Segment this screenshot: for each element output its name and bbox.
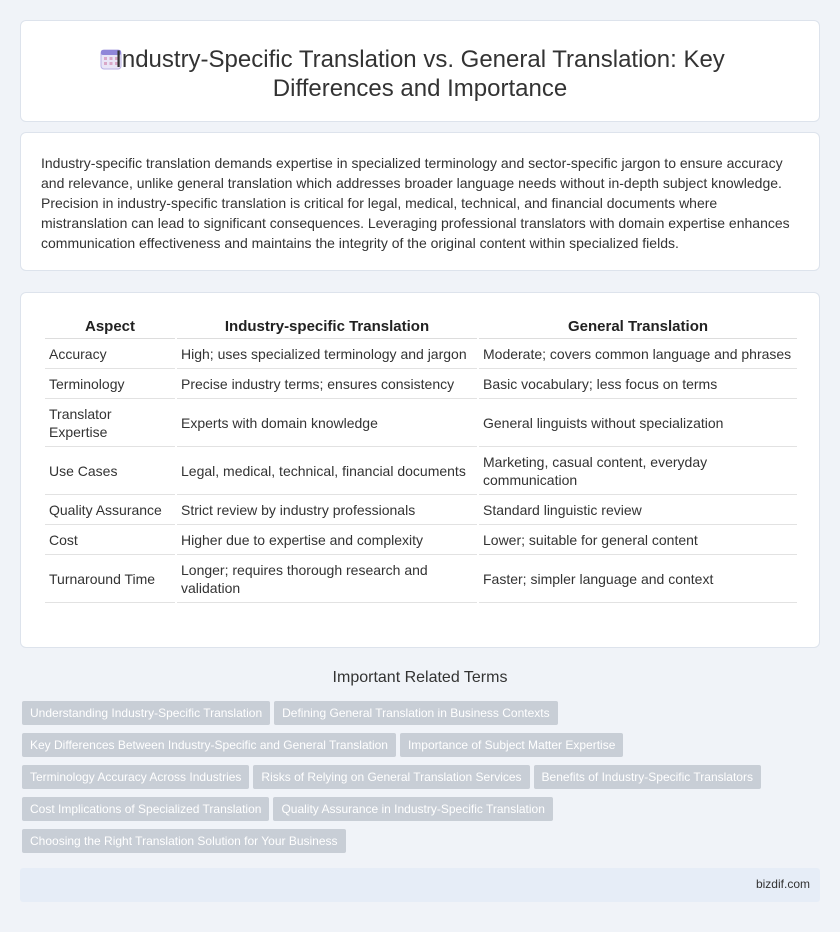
related-term-tag[interactable]: Benefits of Industry-Specific Translators [534,765,761,789]
table-row [45,497,797,525]
related-term-tag[interactable]: Defining General Translation in Business Contexts [274,701,557,725]
cell-industry: Precise industry terms; ensures consistency [177,371,477,399]
table-row [45,527,797,555]
header-industry-specific: Industry-specific Translation [177,315,477,339]
cell-general: Marketing, casual content, everyday communication [479,449,797,495]
header-aspect: Aspect [45,315,175,339]
table-row [45,557,797,603]
comparison-table [43,313,799,605]
cell-industry: Experts with domain knowledge [177,401,477,447]
cell-general: Standard linguistic review [479,497,797,525]
table-row [45,401,797,447]
cell-industry: Higher due to expertise and complexity [177,527,477,555]
cell-aspect: Accuracy [45,341,175,369]
related-term-tag[interactable]: Terminology Accuracy Across Industries [22,765,249,789]
related-term-tag[interactable]: Cost Implications of Specialized Translation [22,797,269,821]
cell-aspect: Turnaround Time [45,557,175,603]
cell-aspect: Translator Expertise [45,401,175,447]
related-terms-heading: Important Related Terms [332,669,508,686]
related-term-tag[interactable]: Key Differences Between Industry-Specific and General Translation [22,733,396,757]
related-term-tag[interactable]: Risks of Relying on General Translation Services [253,765,529,789]
table-row [45,341,797,369]
related-term-tag[interactable]: Choosing the Right Translation Solution for Your Business [22,829,346,853]
cell-general: General linguists without specialization [479,401,797,447]
table-row [45,371,797,399]
cell-general: Basic vocabulary; less focus on terms [479,371,797,399]
page-title: Industry-Specific Translation vs. General Translation: Key Differences and Importance [115,46,725,102]
intro-paragraph: Industry-specific translation demands expertise in specialized terminology and sector-specific jargon to ensure accuracy and relevance, unlike general translation which addresses broader language needs without in-depth subject knowledge. Precision in industry-specific translation is critical for legal, medical, technical, and financial documents where mistranslation can lead to significant consequences. Leveraging professional translators with domain expertise enhances communication effectiveness and maintains the integrity of the original content within specialized fields. [41,155,790,251]
cell-aspect: Quality Assurance [45,497,175,525]
cell-aspect: Terminology [45,371,175,399]
header-general: General Translation [479,315,797,339]
footer-brand[interactable]: bizdif.com [755,877,810,891]
table-header-row [45,315,797,339]
intro-card [20,132,820,271]
table-row [45,449,797,495]
cell-general: Faster; simpler language and context [479,557,797,603]
related-term-tag[interactable]: Understanding Industry-Specific Translation [22,701,270,725]
related-term-tag[interactable]: Quality Assurance in Industry-Specific Translation [273,797,552,821]
cell-industry: High; uses specialized terminology and jargon [177,341,477,369]
cell-industry: Longer; requires thorough research and validation [177,557,477,603]
cell-general: Moderate; covers common language and phrases [479,341,797,369]
footer [20,868,820,902]
related-term-tag[interactable]: Importance of Subject Matter Expertise [400,733,623,757]
related-terms-list [22,701,812,861]
cell-aspect: Use Cases [45,449,175,495]
title-card [20,20,820,122]
cell-aspect: Cost [45,527,175,555]
cell-industry: Legal, medical, technical, financial documents [177,449,477,495]
comparison-table-card [20,292,820,648]
cell-general: Lower; suitable for general content [479,527,797,555]
cell-industry: Strict review by industry professionals [177,497,477,525]
